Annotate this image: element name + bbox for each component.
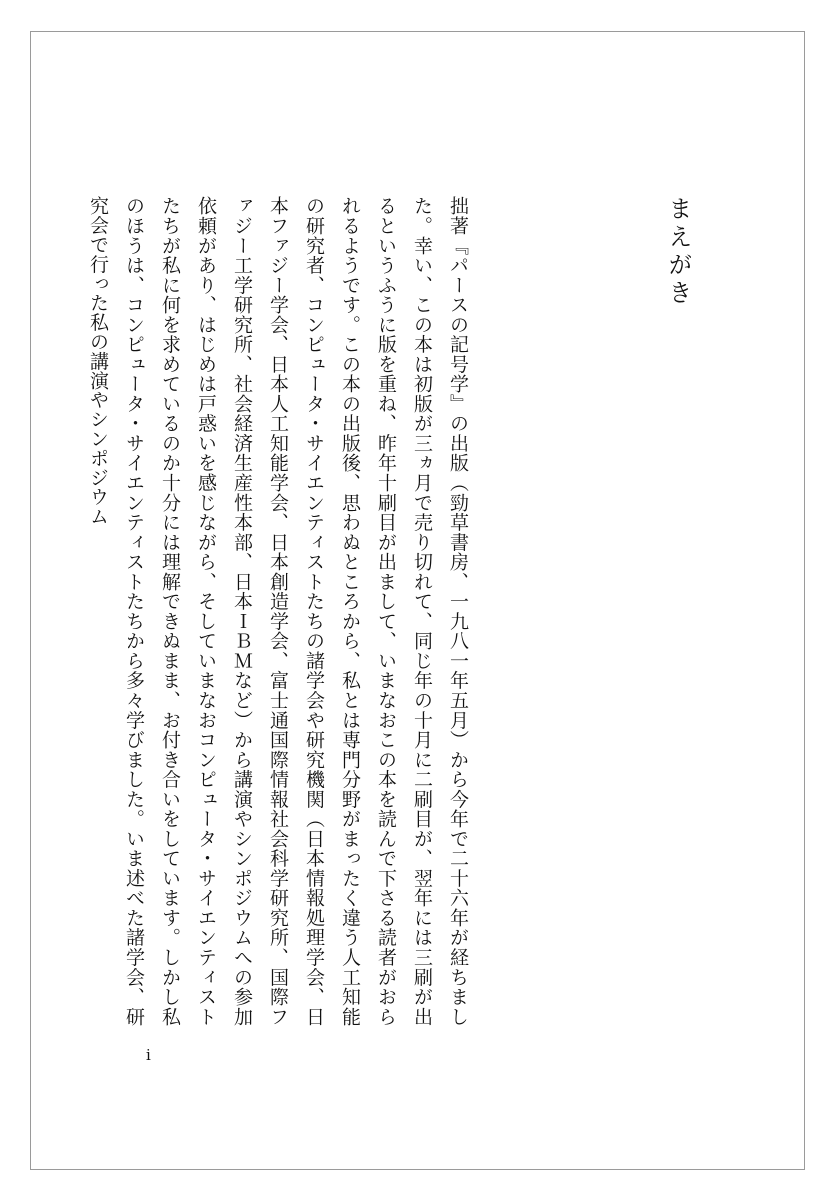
chapter-heading: まえがき	[664, 196, 692, 308]
page-number: i	[146, 1046, 151, 1064]
body-paragraph: 拙著『パースの記号学』の出版（勁草書房、一九八一年五月）から今年で二十六年が経ちました。幸い、この本は初版が三ヵ月で売り切れて、同じ年の十月に二刷目が、翌年には三刷が出るというふうに版を重ね、昨年十刷目が出まして、いまなおこの本を読んで下さる読者がおられるようです。この本の出版後、思わぬところから、私とは専門分野がまったく違う人工知能の研究者、コンピュータ・サイエンティストたちの諸学会や研究機関（日本情報処理学会、日本ファジー学会、日本人工知能学会、日本創造学会、富士通国際情報社会科学研究所、国際ファジー工学研究所、社会経済生産性本部、日本ＩＢＭなど）から講演やシンポジウムへの参加依頼があり、はじめは戸惑いを感じながら、そしていまなおコンピュータ・サイエンティストたちが私に何を求めているのか十分には理解できぬまま、お付き合いをしています。しかし私のほうは、コンピュータ・サイエンティストたちから多々学びました。いま述べた諸学会、研究会で行った私の講演やシンポジウム	[87, 196, 469, 1026]
